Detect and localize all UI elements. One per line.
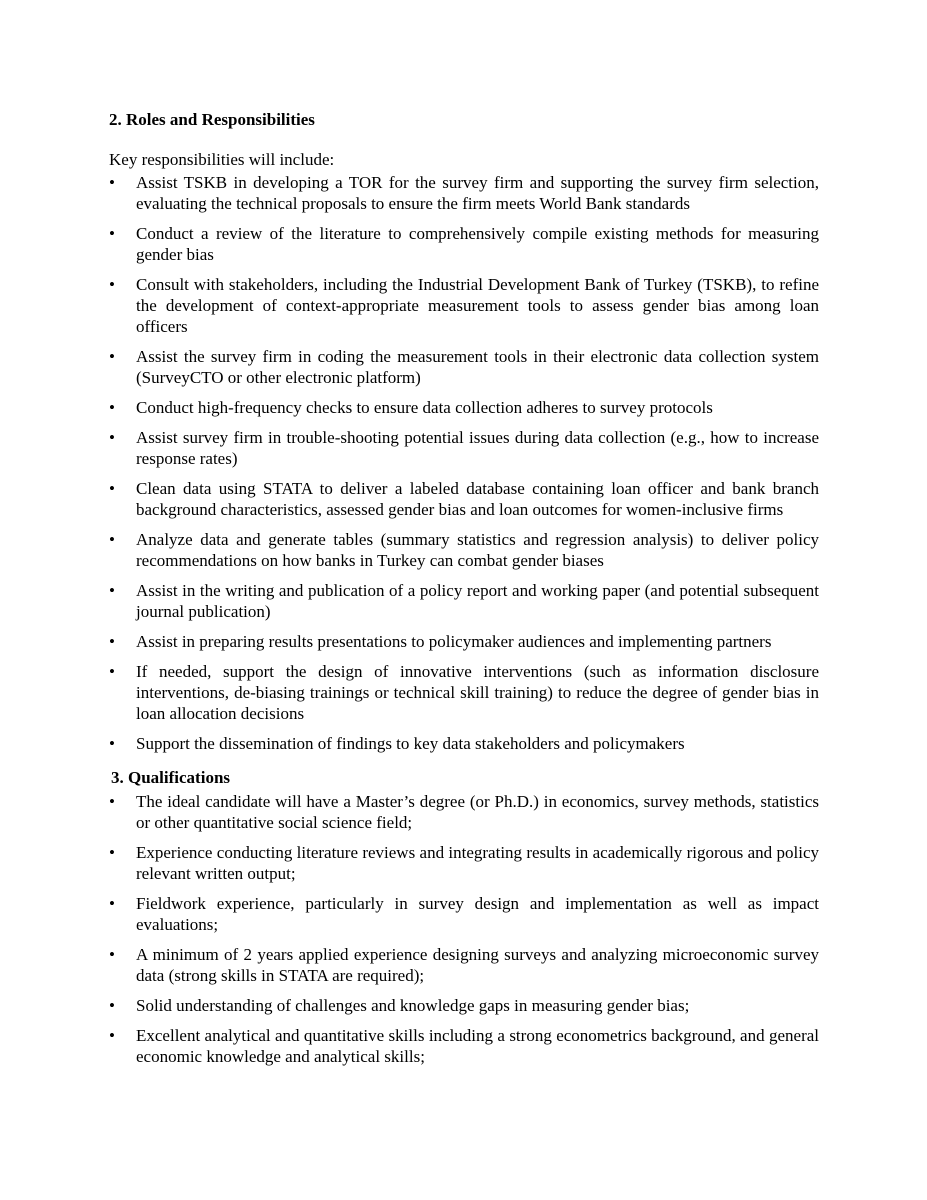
bullet-icon: • [109, 224, 115, 243]
list-item [109, 172, 819, 214]
bullet-icon: • [109, 734, 115, 753]
list-item-text: Analyze data and generate tables (summary statistics and regression analysis) to deliver policy recommendations on how banks in Turkey can combat gender biases [136, 530, 819, 570]
list-item [109, 427, 819, 469]
list-item-text: Conduct high-frequency checks to ensure data collection adheres to survey protocols [136, 398, 713, 417]
list-item-text: If needed, support the design of innovative interventions (such as information disclosure interventions, de-biasing trainings or technical skill training) to reduce the degree of gender bias in loan allocation decisions [136, 662, 819, 723]
list-item [109, 791, 819, 833]
list-item-text: Clean data using STATA to deliver a labeled database containing loan officer and bank branch background characteristics, assessed gender bias and loan outcomes for women-inclusive firms [136, 479, 819, 519]
list-item [109, 893, 819, 935]
list-item-text: Consult with stakeholders, including the Industrial Development Bank of Turkey (TSKB), to refine the development of context-appropriate measurement tools to assess gender bias among loan officers [136, 275, 819, 336]
bullet-icon: • [109, 632, 115, 651]
list-item [109, 580, 819, 622]
list-item-text: Assist the survey firm in coding the measurement tools in their electronic data collection system (SurveyCTO or other electronic platform) [136, 347, 819, 387]
list-item [109, 274, 819, 337]
bullet-icon: • [109, 945, 115, 964]
bullet-icon: • [109, 347, 115, 366]
qualifications-heading: 3. Qualifications [111, 768, 231, 787]
list-item-text: Solid understanding of challenges and knowledge gaps in measuring gender bias; [136, 996, 690, 1015]
bullet-icon: • [109, 581, 115, 600]
list-item [109, 1025, 819, 1067]
list-item-text: Conduct a review of the literature to comprehensively compile existing methods for measuring gender bias [136, 224, 819, 264]
list-item [109, 661, 819, 724]
list-item-text: Assist survey firm in trouble-shooting potential issues during data collection (e.g., how to increase response rates) [136, 428, 819, 468]
bullet-icon: • [109, 894, 115, 913]
bullet-icon: • [109, 428, 115, 447]
bullet-icon: • [109, 275, 115, 294]
roles-heading: 2. Roles and Responsibilities [109, 110, 315, 129]
bullet-icon: • [109, 792, 115, 811]
qualifications-list [109, 791, 819, 1067]
bullet-icon: • [109, 843, 115, 862]
list-item-text: A minimum of 2 years applied experience designing surveys and analyzing microeconomic survey data (strong skills in STATA are required); [136, 945, 819, 985]
bullet-icon: • [109, 530, 115, 549]
list-item-text: Experience conducting literature reviews and integrating results in academically rigorous and policy relevant written output; [136, 843, 819, 883]
list-item [109, 529, 819, 571]
roles-intro: Key responsibilities will include: [109, 150, 335, 169]
document-content [109, 108, 819, 1076]
list-item-text: Assist in preparing results presentations to policymaker audiences and implementing partners [136, 632, 772, 651]
bullet-icon: • [109, 996, 115, 1015]
list-item [109, 733, 819, 754]
list-item [109, 944, 819, 986]
bullet-icon: • [109, 662, 115, 681]
list-item [109, 346, 819, 388]
roles-list [109, 172, 819, 754]
list-item [109, 223, 819, 265]
list-item-text: Assist TSKB in developing a TOR for the survey firm and supporting the survey firm selection, evaluating the technical proposals to ensure the firm meets World Bank standards [136, 173, 819, 213]
list-item [109, 478, 819, 520]
list-item [109, 842, 819, 884]
list-item [109, 397, 819, 418]
list-item-text: Support the dissemination of findings to key data stakeholders and policymakers [136, 734, 685, 753]
bullet-icon: • [109, 1026, 115, 1045]
list-item-text: The ideal candidate will have a Master’s degree (or Ph.D.) in economics, survey methods, statistics or other quantitative social science field; [136, 792, 819, 832]
list-item [109, 995, 819, 1016]
list-item-text: Fieldwork experience, particularly in survey design and implementation as well as impact evaluations; [136, 894, 819, 934]
list-item-text: Excellent analytical and quantitative skills including a strong econometrics background, and general economic knowledge and analytical skills; [136, 1026, 819, 1066]
bullet-icon: • [109, 398, 115, 417]
bullet-icon: • [109, 173, 115, 192]
list-item-text: Assist in the writing and publication of a policy report and working paper (and potential subsequent journal publication) [136, 581, 819, 621]
list-item [109, 631, 819, 652]
bullet-icon: • [109, 479, 115, 498]
